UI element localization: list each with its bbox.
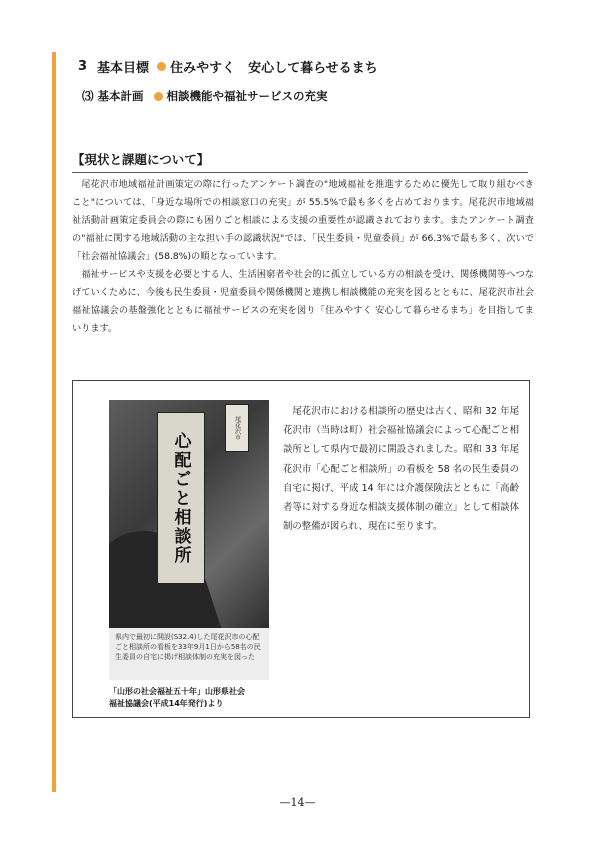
photo-source <box>109 686 279 710</box>
section-heading: 【現状と課題について】 <box>72 150 528 173</box>
basic-plan-heading <box>82 88 328 104</box>
source-line: 「山形の社会福祉五十年」山形県社会 <box>109 687 245 696</box>
photo-caption: 県内で最初に開設(S32.4)した尾花沢市の心配ごと相談所の看板を33年9月1日から58名の民生委員の自宅に掲げ相談体制の充実を図った <box>109 628 269 680</box>
photo-signboard: 心配ごと相談所 <box>157 412 205 584</box>
accent-side-bar <box>52 52 56 792</box>
paragraph: 福祉サービスや支援を必要とする人、生活困窮者や社会的に孤立している方の相談を受け、関係機関等へつなげていくために、今後も民生委員・児童委員や関係機関と連携し相談機能の充実を図るとともに、尾花沢市社会福祉協議会の基盤強化とともに福祉サービスの充実を図り「住みやすく 安心して暮らせるまち」を目指してまいります。 <box>72 269 534 334</box>
plan-label: ⑶ 基本計画 <box>82 89 144 103</box>
goal-number: 3 <box>78 59 88 74</box>
basic-goal-heading <box>78 57 378 76</box>
history-box <box>72 380 530 718</box>
goal-label: 基本目標 <box>97 61 150 76</box>
photo-small-label: 尾花沢市 <box>225 404 249 452</box>
paragraph: 尾花沢市地域福祉計画策定の際に行ったアンケート調査の"地域福祉を推進するために優先して取り組むべきこと"については、「身近な場所での相談窓口の充実」が 55.5%で最も多くを占めております。尾花沢市地域福祉活動計画策定委員会の際にも困りごと相談による支援の重要性が認識されております。またアンケート調査の"福祉に関する地域活動の主な担い手の認識状況"では、「民生委員・児童委員」が 66.3%で最も多く、次いで「社会福祉協議会」(58.8%)の順となっています。 <box>72 179 534 262</box>
body-text <box>72 176 534 338</box>
page-number: —14— <box>279 796 316 809</box>
bullet-dot-icon <box>154 92 163 101</box>
source-line: 福祉協議会(平成14年発行)より <box>109 699 224 708</box>
goal-title: 住みやすく 安心して暮らせるまち <box>170 61 378 76</box>
history-text: 尾花沢市における相談所の歴史は古く、昭和 32 年尾花沢市（当時は町）社会福祉協議会によって心配ごと相談所として県内で最初に開設されました。昭和 33 年尾花沢市「心配ごと相談所」の看板を 58 名の民生委員の自宅に掲げ、平成 14 年には介護保険法とともに「高齢者等に対する身近な相談支援体制の確立」として相談体制の整備が図られ、現在に至ります。 <box>283 406 519 533</box>
bullet-dot-icon <box>157 62 166 71</box>
signboard-photo <box>109 400 269 628</box>
plan-title: 相談機能や福祉サービスの充実 <box>166 89 328 103</box>
